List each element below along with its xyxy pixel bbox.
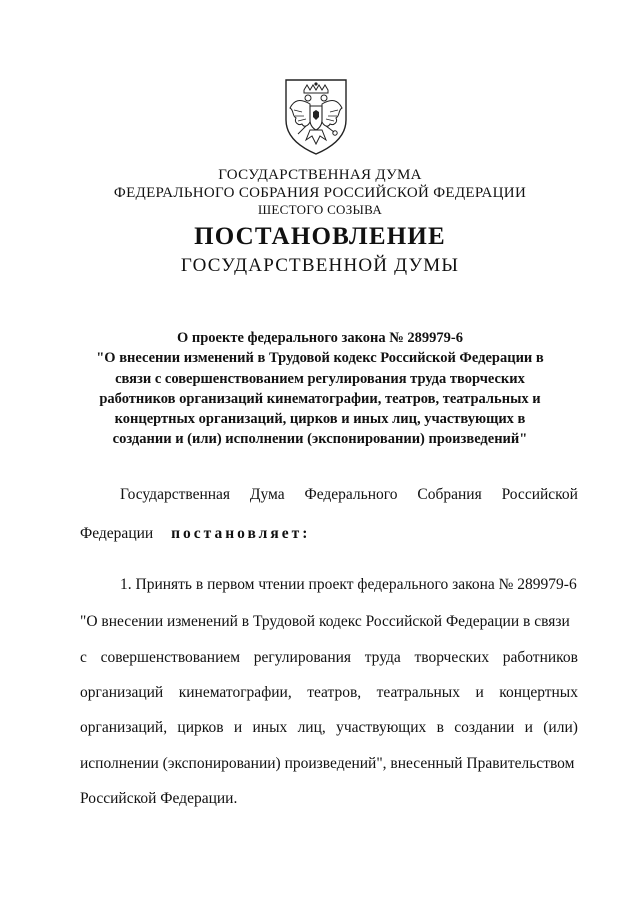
- preamble-word: Российской: [501, 486, 578, 503]
- subject-line: О проекте федерального закона № 289979-6: [176, 330, 464, 346]
- text-word: цирков: [177, 719, 224, 736]
- document-subject: [80, 328, 560, 450]
- header-line-3: ШЕСТОГО СОЗЫВА: [257, 202, 383, 217]
- document-title: ПОСТАНОВЛЕНИЕ: [194, 223, 446, 250]
- text-word: и: [233, 719, 243, 736]
- text-word: кинематографии,: [178, 684, 292, 701]
- text-word: регулирования: [253, 649, 352, 666]
- item1-line-6: исполнении (экспонировании) произведений", внесенный Правительством: [80, 755, 575, 772]
- text-word: театров,: [307, 684, 362, 701]
- subject-line: создании и (или) исполнении (экспонировании) произведений": [112, 431, 528, 448]
- text-word: организаций: [80, 684, 164, 701]
- text-word: совершенствованием: [100, 649, 241, 666]
- text-word: театральных: [376, 684, 460, 701]
- text-word: создании: [454, 719, 515, 736]
- document-subtitle: ГОСУДАРСТВЕННОЙ ДУМЫ: [180, 255, 460, 276]
- text-word: в: [436, 719, 444, 736]
- text-word: работников: [502, 649, 578, 666]
- text-word: и: [475, 684, 484, 701]
- preamble-word: Дума: [249, 486, 285, 503]
- text-word: труда: [364, 649, 401, 666]
- russian-coat-of-arms-icon: [280, 76, 352, 156]
- preamble-word: Собрания: [417, 486, 482, 503]
- preamble-word: Федерации: [80, 525, 154, 542]
- text-word: участвующих: [336, 719, 427, 736]
- item1-line-1: 1. Принять в первом чтении проект федерального закона № 289979-6: [120, 576, 577, 593]
- preamble-word: Государственная: [120, 486, 231, 503]
- text-word: (или): [543, 719, 578, 736]
- header-line-1: ГОСУДАРСТВЕННАЯ ДУМА: [218, 167, 422, 183]
- text-word: и: [524, 719, 533, 736]
- preamble-line-2: [80, 524, 578, 544]
- text-word: концертных: [499, 684, 578, 701]
- item1-line-3: [80, 648, 578, 668]
- item1-line-7: Российской Федерации.: [80, 790, 238, 807]
- resolution-verb: постановляет:: [171, 525, 311, 542]
- subject-line: связи с совершенствованием регулирования труда творческих: [115, 370, 525, 387]
- text-word: организаций,: [80, 719, 168, 736]
- item1-line-5: [80, 718, 578, 738]
- text-word: творческих: [414, 649, 490, 666]
- preamble-word: Федерального: [304, 486, 398, 503]
- text-word: лиц,: [297, 719, 326, 736]
- item1-line-2: "О внесении изменений в Трудовой кодекс Российской Федерации в связи: [80, 613, 570, 630]
- header-line-2: ФЕДЕРАЛЬНОГО СОБРАНИЯ РОССИЙСКОЙ ФЕДЕРАЦИИ: [113, 185, 527, 201]
- text-word: с: [80, 649, 87, 666]
- subject-line: работников организаций кинематографии, театров, театральных и: [99, 390, 541, 407]
- item1-line-4: [80, 683, 578, 703]
- preamble-line-1: [120, 485, 578, 505]
- subject-line: концертных организаций, цирков и иных лиц, участвующих в: [114, 411, 526, 428]
- text-word: иных: [252, 719, 288, 736]
- subject-line: "О внесении изменений в Трудовой кодекс Российской Федерации в: [96, 350, 544, 367]
